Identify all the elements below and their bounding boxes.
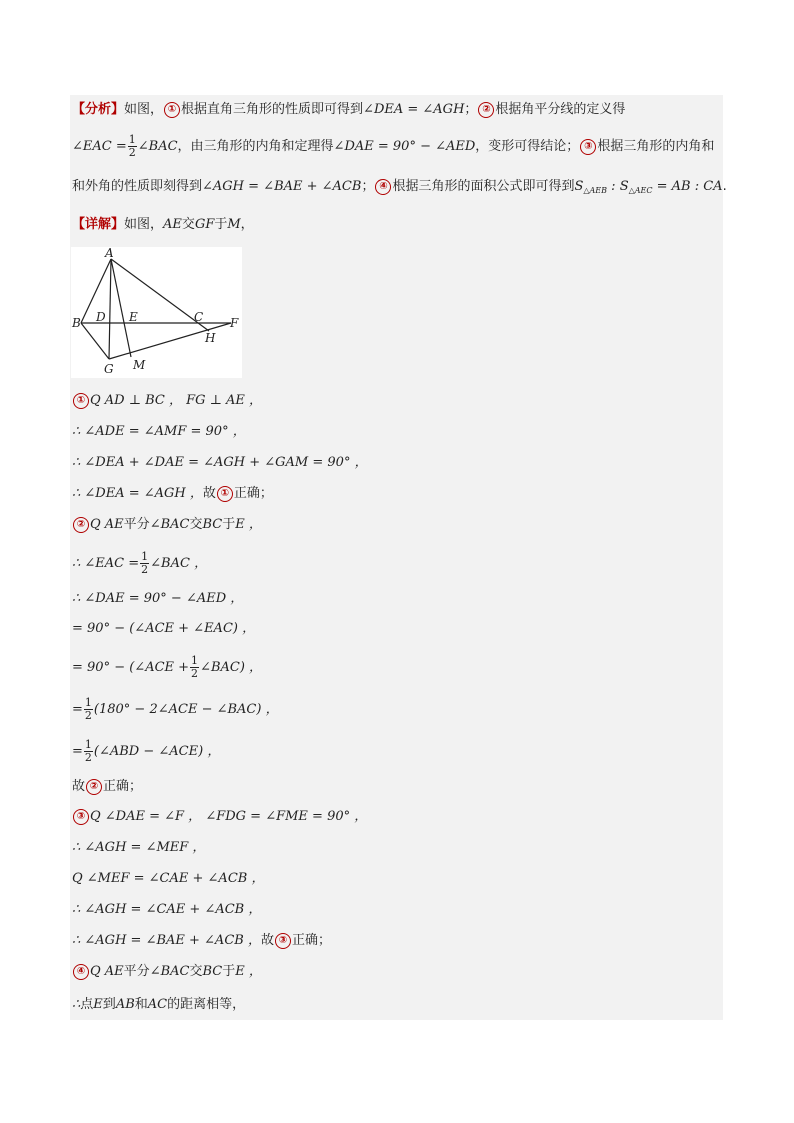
text-segment: 于 <box>214 217 228 232</box>
math-expression: = <box>72 744 83 759</box>
math-expression: M <box>227 217 241 232</box>
step-line-10 <box>72 697 279 722</box>
text-segment: 于 <box>222 964 236 979</box>
text-segment: . <box>722 179 727 194</box>
math-expression: (∠ABD − ∠ACE) ， <box>93 744 221 759</box>
text-segment: ； <box>361 179 375 194</box>
text-segment: 如图， <box>124 102 164 117</box>
text-segment: 根据三角形的内角和 <box>597 139 715 154</box>
math-expression: ∴ ∠AGH = ∠MEF ， <box>72 840 206 855</box>
step-line-13 <box>72 808 367 826</box>
fraction-denominator: 2 <box>84 709 92 722</box>
text-segment: 点 <box>80 997 94 1012</box>
text-segment: ，变形可得结论； <box>475 139 580 154</box>
text-segment: 正确； <box>233 486 273 501</box>
step-line-4 <box>72 485 273 503</box>
point-label-C: C <box>194 310 204 324</box>
math-expression: △AEC <box>628 186 653 195</box>
math-expression: = <box>72 702 83 717</box>
text-segment: 根据角平分线的定义得 <box>495 102 626 117</box>
circle-number: ① <box>73 393 89 409</box>
detail-line <box>72 216 254 234</box>
math-expression: ∴ ∠ADE = ∠AMF = 90° ， <box>72 424 246 439</box>
math-expression: Q ∠DAE = ∠F ， ∠FDG = ∠FME = 90° ， <box>90 809 368 824</box>
math-expression: ∠DEA = ∠AGH <box>363 102 465 117</box>
step-line-18 <box>72 963 262 981</box>
math-expression: Q ∠MEF = ∠CAE + ∠ACB ， <box>72 871 265 886</box>
math-expression: ∠BAC <box>149 964 190 979</box>
text-segment: 根据三角形的面积公式即可得到 <box>392 179 575 194</box>
text-segment: 故 <box>72 779 86 794</box>
math-expression: ∴ ∠AGH = ∠BAE + ∠ACB ， <box>72 933 261 948</box>
geometry-figure <box>71 247 242 378</box>
math-expression: ∴ <box>72 997 81 1012</box>
point-label-M: M <box>133 358 146 372</box>
math-expression: E ， <box>235 517 262 532</box>
math-expression: GF <box>194 217 215 232</box>
math-expression: ∠AGH = ∠BAE + ∠ACB <box>202 179 362 194</box>
math-expression: ∠BAC <box>137 139 178 154</box>
text-segment: 故 <box>202 486 216 501</box>
math-expression: Q AE <box>90 517 124 532</box>
math-expression: ∠EAC = <box>72 139 127 154</box>
math-expression: ∠BAC ， <box>150 556 208 571</box>
math-expression: ∴ ∠DEA + ∠DAE = ∠AGH + ∠GAM = 90° ， <box>72 455 368 470</box>
fraction <box>128 134 137 159</box>
point-label-D: D <box>96 310 106 324</box>
step-line-19 <box>72 996 245 1014</box>
circle-number-3: ③ <box>580 139 596 155</box>
text-segment: 平分 <box>123 964 150 979</box>
fraction <box>140 551 149 576</box>
circle-number-2: ② <box>478 102 494 118</box>
point-label-H: H <box>205 331 216 345</box>
math-expression: ∴ ∠EAC = <box>72 556 140 571</box>
step-line-7 <box>72 590 243 608</box>
fraction <box>84 697 93 722</box>
segment-AM <box>111 259 131 357</box>
math-expression: AB <box>115 997 135 1012</box>
step-line-6 <box>72 551 207 576</box>
text-segment: ； <box>464 102 478 117</box>
text-segment: 于 <box>222 517 236 532</box>
analysis-line-3 <box>72 178 727 200</box>
math-expression: ∠DAE = 90° − ∠AED <box>333 139 476 154</box>
math-expression: AC <box>147 997 168 1012</box>
math-expression: E ， <box>235 964 262 979</box>
circle-number: ③ <box>275 933 291 949</box>
math-expression: E <box>93 997 103 1012</box>
fraction <box>190 655 199 680</box>
math-expression: = AB : CA <box>652 179 723 194</box>
fraction-numerator: 1 <box>191 654 199 667</box>
fraction-denominator: 2 <box>141 563 149 576</box>
fraction-numerator: 1 <box>84 738 92 751</box>
math-expression: = 90° − (∠ACE + ∠EAC) ， <box>72 621 256 636</box>
fraction <box>84 739 93 764</box>
step-line-2 <box>72 423 246 441</box>
fraction-denominator: 2 <box>128 146 136 159</box>
text-segment: 根据直角三角形的性质即可得到 <box>181 102 364 117</box>
circle-number: ① <box>217 486 233 502</box>
math-expression: BC <box>202 517 223 532</box>
triangle-diagram <box>71 247 242 378</box>
step-line-11 <box>72 739 220 764</box>
text-segment: ， <box>240 217 254 232</box>
text-segment: 和外角的性质即刻得到 <box>72 179 203 194</box>
text-segment: 的距离相等， <box>167 997 246 1012</box>
math-expression: = 90° − (∠ACE + <box>72 660 190 675</box>
text-segment: ，由三角形的内角和定理得 <box>177 139 334 154</box>
step-line-3 <box>72 454 368 472</box>
point-label-B: B <box>72 316 81 330</box>
step-line-17 <box>72 932 331 950</box>
fraction-denominator: 2 <box>191 667 199 680</box>
text-segment: 交 <box>189 964 203 979</box>
text-segment: 平分 <box>123 517 150 532</box>
fraction-numerator: 1 <box>141 550 149 563</box>
step-line-14 <box>72 839 205 857</box>
step-line-12 <box>72 778 142 796</box>
fraction-denominator: 2 <box>84 751 92 764</box>
detail-label: 【详解】 <box>72 217 125 232</box>
math-expression: ∠BAC) ， <box>200 660 263 675</box>
math-expression: Q AD ⊥ BC ， FG ⊥ AE ， <box>90 393 263 408</box>
math-expression: : <box>607 179 620 194</box>
circle-number: ③ <box>73 809 89 825</box>
math-expression: (180° − 2∠ACE − ∠BAC) ， <box>93 702 279 717</box>
math-expression: Q AE <box>90 964 124 979</box>
text-segment: 正确； <box>103 779 143 794</box>
segment-AG <box>109 259 111 359</box>
text-segment: 故 <box>260 933 274 948</box>
math-expression: ∴ ∠AGH = ∠CAE + ∠ACB ， <box>72 902 262 917</box>
text-segment: 和 <box>134 997 148 1012</box>
analysis-line-1 <box>72 101 625 119</box>
step-line-15 <box>72 870 264 888</box>
point-label-E: E <box>129 310 138 324</box>
analysis-line-2 <box>72 134 714 159</box>
point-label-F: F <box>230 316 239 330</box>
circle-number: ② <box>73 517 89 533</box>
step-line-1 <box>72 392 262 410</box>
segment-BG <box>81 323 109 359</box>
text-segment: 如图， <box>124 217 164 232</box>
fraction-numerator: 1 <box>128 133 136 146</box>
math-expression: ∴ ∠DAE = 90° − ∠AED ， <box>72 591 244 606</box>
math-expression: AE <box>163 217 182 232</box>
text-segment: 交 <box>189 517 203 532</box>
step-line-5 <box>72 516 262 534</box>
text-segment: 交 <box>181 217 195 232</box>
math-expression: △AEB <box>583 186 608 195</box>
step-line-8 <box>72 620 255 638</box>
circle-number-1: ① <box>164 102 180 118</box>
circle-number: ④ <box>73 964 89 980</box>
circle-number: ② <box>86 779 102 795</box>
step-line-16 <box>72 901 261 919</box>
point-label-A: A <box>105 247 114 260</box>
circle-number-4: ④ <box>375 179 391 195</box>
text-segment: 到 <box>102 997 116 1012</box>
step-line-9 <box>72 655 262 680</box>
text-segment: 正确； <box>291 933 331 948</box>
math-expression: S <box>619 179 629 194</box>
math-expression: BC <box>202 964 223 979</box>
math-expression: ∴ ∠DEA = ∠AGH ， <box>72 486 203 501</box>
analysis-label: 【分析】 <box>72 102 125 117</box>
math-expression: ∠BAC <box>149 517 190 532</box>
point-label-G: G <box>104 362 114 376</box>
fraction-numerator: 1 <box>84 696 92 709</box>
math-expression: S <box>574 179 584 194</box>
